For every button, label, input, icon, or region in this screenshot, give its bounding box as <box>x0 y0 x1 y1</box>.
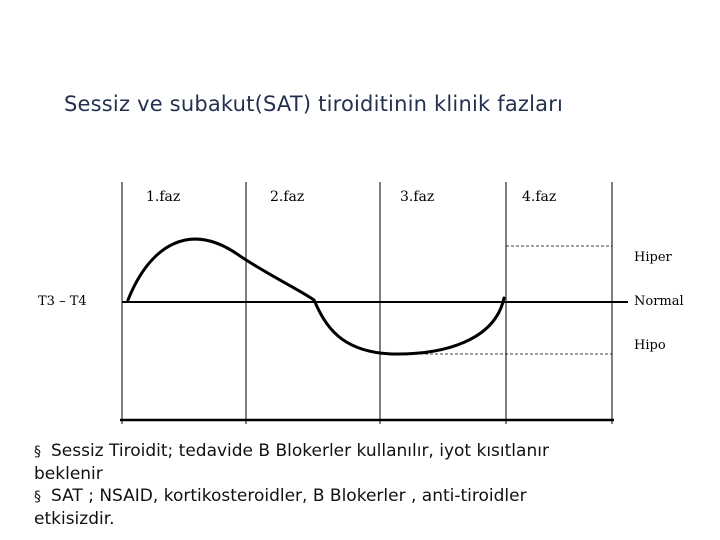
phase-label-1: 1.faz <box>146 189 181 205</box>
level-label-hiper: Hiper <box>634 250 672 265</box>
axis-label-t3-t4: T3 – T4 <box>38 294 87 309</box>
note-2-line-2: etkisizdir. <box>34 509 115 529</box>
note-1-line-1 <box>34 440 674 463</box>
phase-label-2: 2.faz <box>270 189 305 205</box>
slide-title: Sessiz ve subakut(SAT) tiroiditinin klinik fazları <box>64 92 564 116</box>
note-1-line-2: beklenir <box>34 464 103 484</box>
notes-block <box>34 440 674 530</box>
hormone-curve <box>128 239 504 354</box>
note-1-text: Sessiz Tiroidit; tedavide B Blokerler kullanılır, iyot kısıtlanır <box>51 441 549 461</box>
note-2-text: SAT ; NSAID, kortikosteroidler, B Blokerler , anti-tiroidler <box>51 486 527 506</box>
level-label-hipo: Hipo <box>634 338 666 353</box>
phase-label-3: 3.faz <box>400 189 435 205</box>
phase-label-4: 4.faz <box>522 189 557 205</box>
level-label-normal: Normal <box>634 294 684 309</box>
bullet-icon: § <box>34 489 41 505</box>
note-2-line-1 <box>34 485 674 508</box>
bullet-icon: § <box>34 444 41 460</box>
